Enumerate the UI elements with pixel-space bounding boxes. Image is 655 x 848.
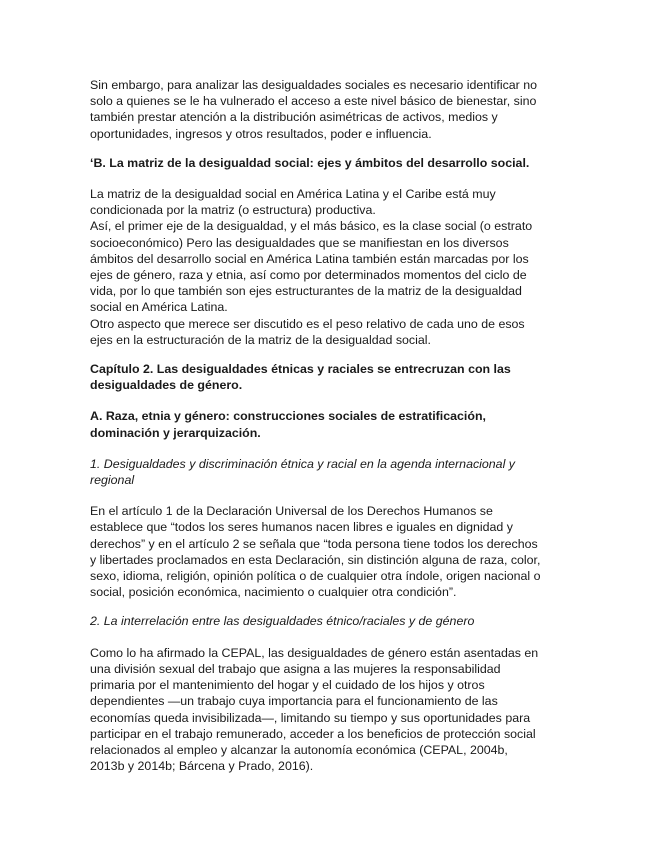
text-line: sexo, idioma, religión, opinión política o de cualquier otra índole, origen nacional o xyxy=(90,569,541,584)
paragraph-cepal xyxy=(90,645,575,775)
text-line: y libertades proclamados en esta Declaración, sin distinción alguna de raza, color, xyxy=(90,552,541,567)
heading-line: Capítulo 2. Las desigualdades étnicas y raciales se entrecruzan con las xyxy=(90,362,511,377)
text-line: economías queda invisibilizada—, limitando su tiempo y sus oportunidades para xyxy=(90,710,531,725)
subheading-line: 1. Desigualdades y discriminación étnica y racial en la agenda internacional y xyxy=(90,456,515,471)
text-line: ejes en la estructuración de la matriz de la desigualdad social. xyxy=(90,332,431,347)
heading-line: desigualdades de género. xyxy=(90,378,243,393)
heading-line: A. Raza, etnia y género: construcciones sociales de estratificación, xyxy=(90,409,486,424)
section-heading-a xyxy=(90,408,575,440)
text-line: solo a quienes se le ha vulnerado el acceso a este nivel básico de bienestar, sino xyxy=(90,94,537,109)
text-line: vida, por lo que también son ejes estructurantes de la matriz de la desigualdad xyxy=(90,284,522,299)
text-line: social en América Latina. xyxy=(90,300,228,315)
text-line: Otro aspecto que merece ser discutido es el peso relativo de cada uno de esos xyxy=(90,316,525,331)
paragraph-intro xyxy=(90,77,575,142)
text-line: relacionados al empleo y alcanzar la autonomía económica (CEPAL, 2004b, xyxy=(90,742,508,757)
subheading-line: 2. La interrelación entre las desigualdades étnico/raciales y de género xyxy=(90,614,475,629)
text-line: participar en el trabajo remunerado, acceder a los beneficios de protección social xyxy=(90,726,536,741)
text-line: una división sexual del trabajo que asigna a las mujeres la responsabilidad xyxy=(90,661,501,676)
text-line: La matriz de la desigualdad social en América Latina y el Caribe está muy xyxy=(90,187,496,202)
text-line: oportunidades, ingresos y otros resultados, poder e influencia. xyxy=(90,126,432,141)
text-line: dependientes —un trabajo cuya importancia para el funcionamiento de las xyxy=(90,694,498,709)
text-line: ámbitos del desarrollo social en América Latina también están marcadas por los xyxy=(90,251,529,266)
text-line: social, posición económica, nacimiento o cualquier otra condición”. xyxy=(90,585,457,600)
section-heading-b xyxy=(90,155,575,171)
text-line: socioeconómico) Pero las desigualdades que se manifiestan en los diversos xyxy=(90,235,509,250)
text-line: ejes de género, raza y etnia, así como por determinados momentos del ciclo de xyxy=(90,268,527,283)
text-line: también prestar atención a la distribución asimétricas de activos, medios y xyxy=(90,110,498,125)
subheading-1 xyxy=(90,456,575,488)
paragraph-matriz xyxy=(90,186,575,348)
text-line: 2013b y 2014b; Bárcena y Prado, 2016). xyxy=(90,759,314,774)
subheading-line: regional xyxy=(90,473,135,488)
text-line: establece que “todos los seres humanos nacen libres e iguales en dignidad y xyxy=(90,520,513,535)
text-line: primaria por el mantenimiento del hogar y el cuidado de los hijos y otros xyxy=(90,678,485,693)
text-line: condicionada por la matriz (o estructura) productiva. xyxy=(90,203,376,218)
subheading-2 xyxy=(90,613,575,629)
paragraph-declaracion xyxy=(90,503,575,600)
text-line: Como lo ha afirmado la CEPAL, las desigualdades de género están asentadas en xyxy=(90,645,539,660)
text-line: Sin embargo, para analizar las desigualdades sociales es necesario identificar no xyxy=(90,78,538,92)
text-line: Así, el primer eje de la desigualdad, y el más básico, es la clase social (o estrato xyxy=(90,219,533,234)
text-line: En el artículo 1 de la Declaración Universal de los Derechos Humanos se xyxy=(90,504,493,519)
heading-line: ‘B. La matriz de la desigualdad social: ejes y ámbitos del desarrollo social. xyxy=(90,155,530,170)
text-line: derechos” y en el artículo 2 se señala que “toda persona tiene todos los derechos xyxy=(90,536,538,551)
chapter-heading xyxy=(90,361,575,393)
heading-line: dominación y jerarquización. xyxy=(90,425,261,440)
